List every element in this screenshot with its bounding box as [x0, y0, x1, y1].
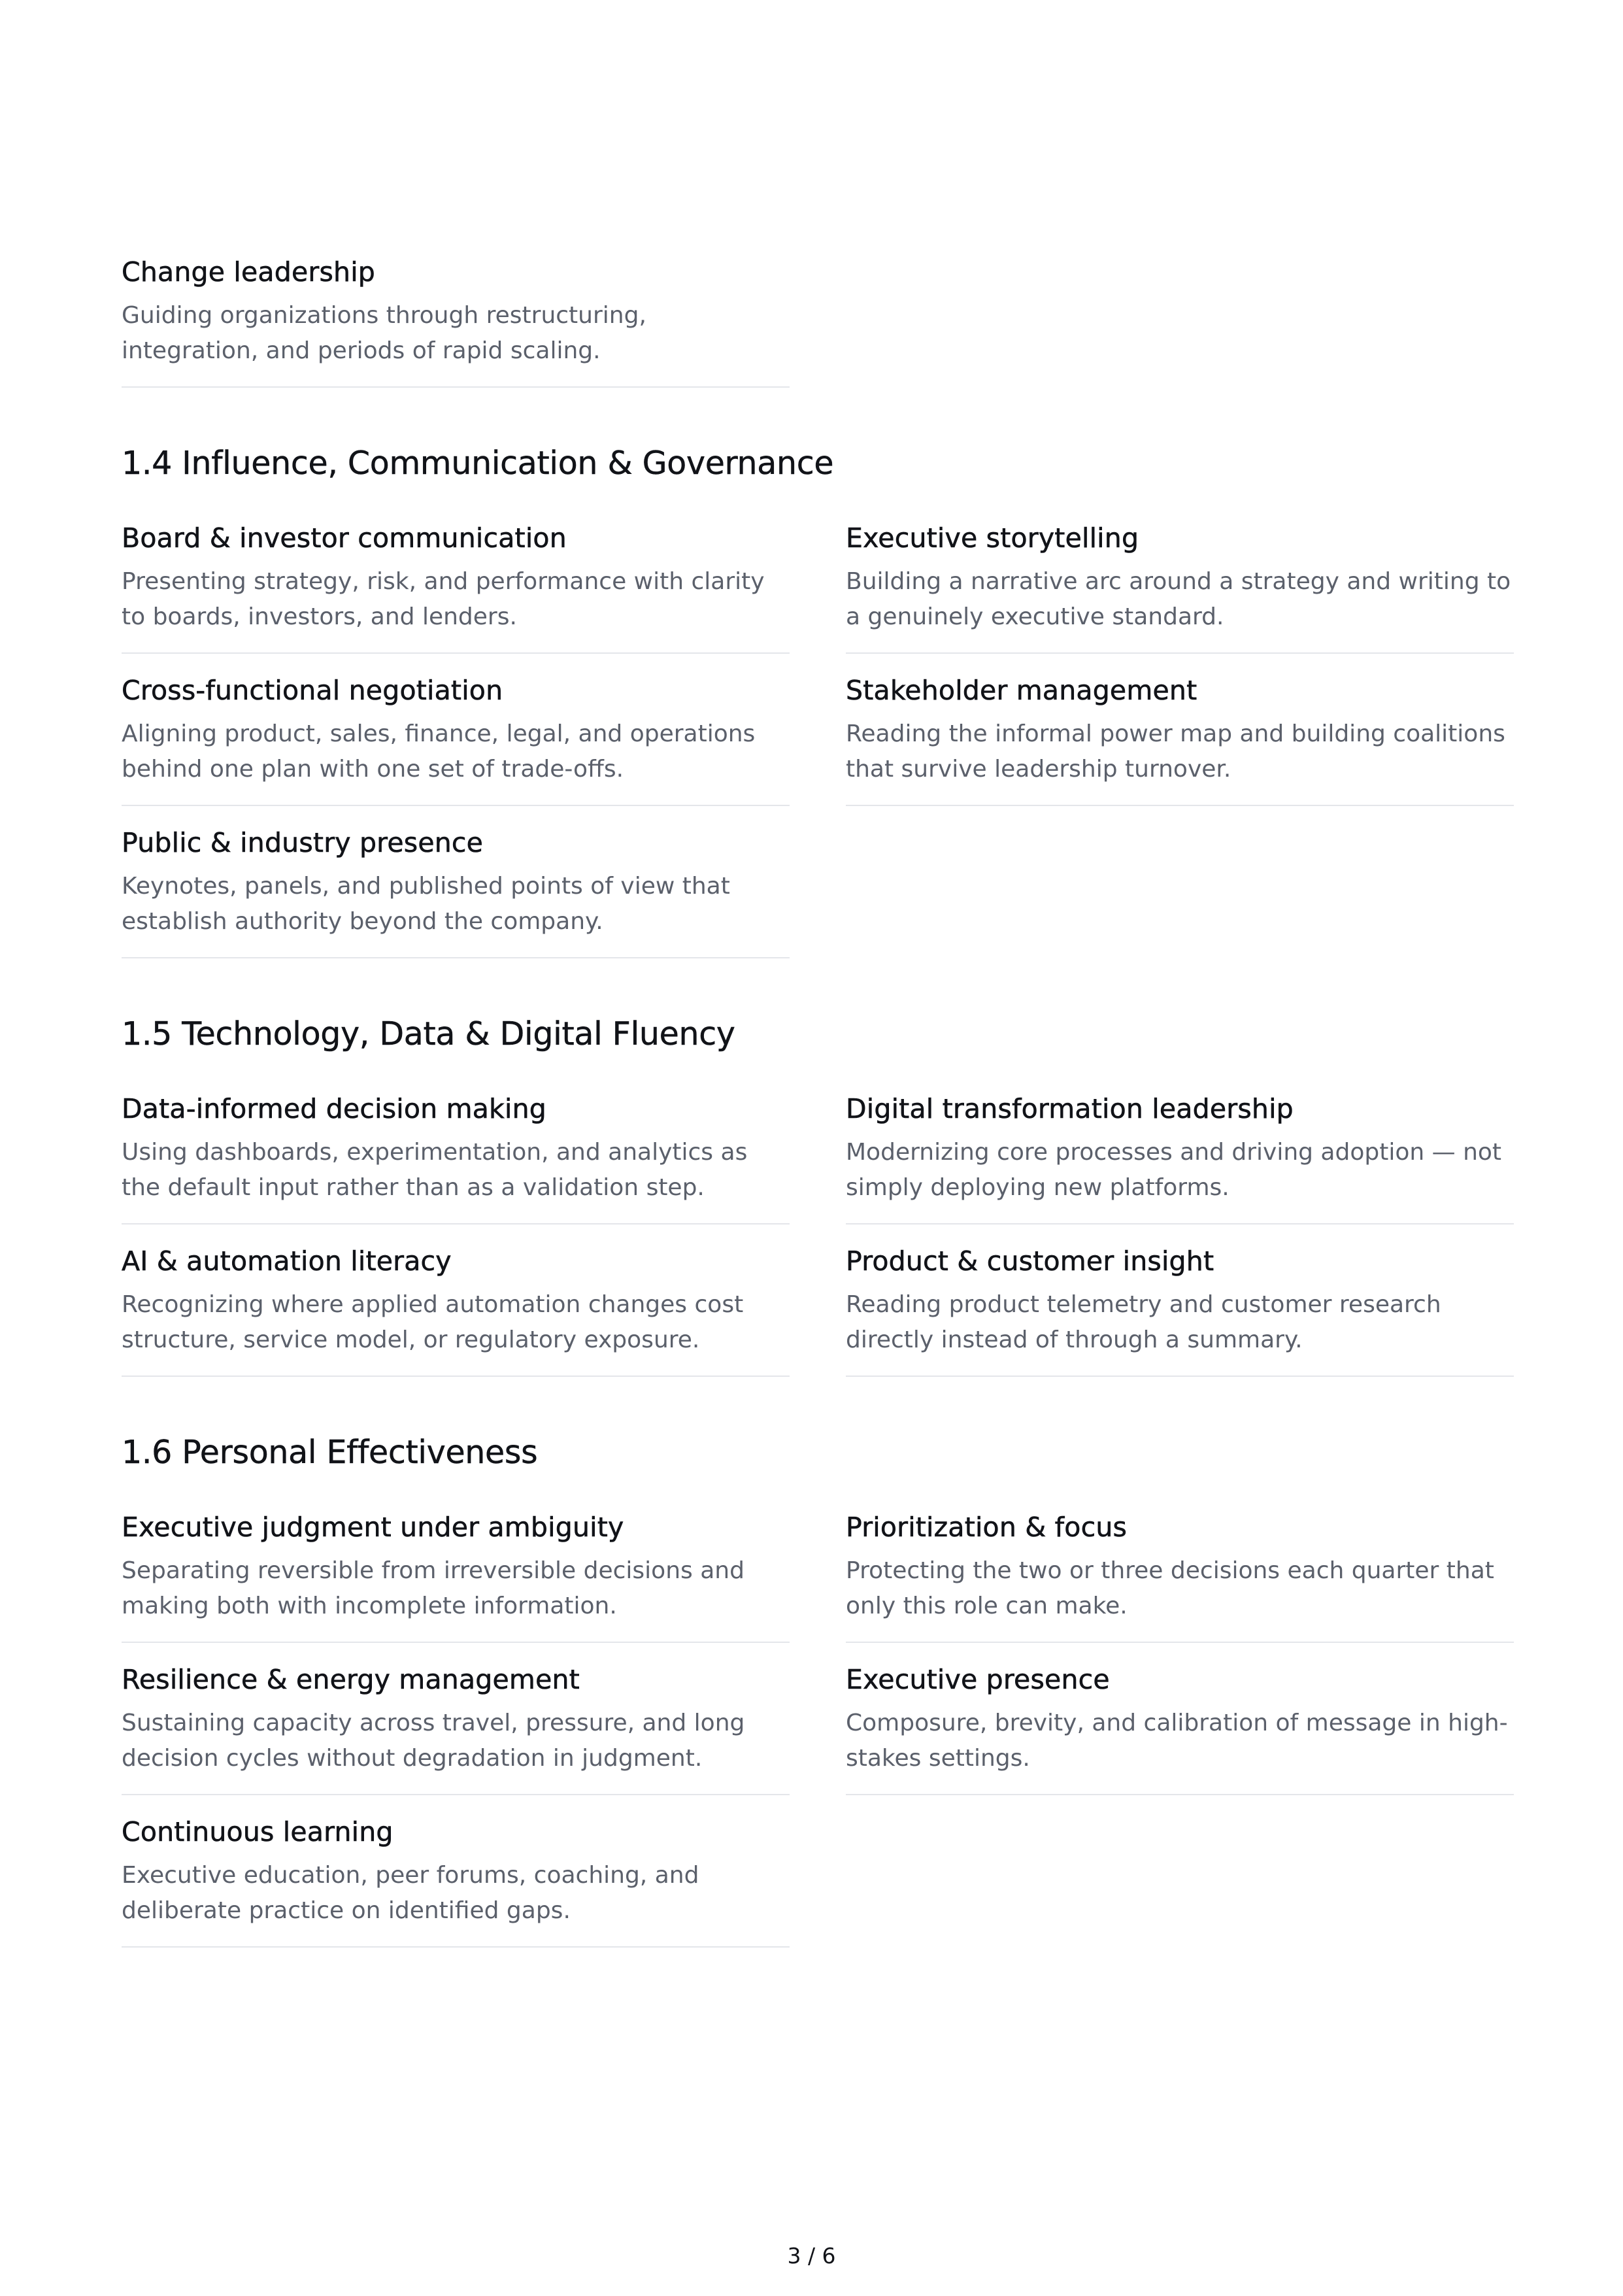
competency-item [122, 1795, 790, 1948]
competency-title: Executive presence [846, 1664, 1110, 1695]
competency-description: Recognizing where applied automation changes cost structure, service model, or regulatory exposure. [122, 1291, 744, 1353]
competency-description: Keynotes, panels, and published points of view that establish authority beyond the company. [122, 873, 730, 935]
competency-description: Building a narrative arc around a strategy and writing to a genuinely executive standard. [846, 568, 1511, 630]
competency-item [846, 501, 1514, 654]
competency-item [122, 654, 790, 806]
competency-item [122, 1072, 790, 1224]
competency-item [122, 1643, 790, 1795]
competency-title: Product & customer insight [846, 1245, 1214, 1277]
competency-item [846, 1072, 1514, 1224]
competency-title: AI & automation literacy [122, 1245, 452, 1277]
competency-description: Modernizing core processes and driving adoption — not simply deploying new platforms. [846, 1139, 1502, 1201]
competency-description: Composure, brevity, and calibration of message in high-stakes settings. [846, 1710, 1508, 1772]
competency-description: Aligning product, sales, finance, legal, and operations behind one plan with one set of trade-offs. [122, 720, 756, 783]
section-heading: 1.5 Technology, Data & Digital Fluency [122, 1015, 735, 1053]
competency-grid [122, 501, 1514, 958]
page-number: 3 / 6 [787, 2243, 836, 2269]
competency-title: Continuous learning [122, 1816, 393, 1848]
competency-grid [122, 1072, 1514, 1377]
competency-title: Change leadership [122, 256, 376, 288]
competency-description: Reading product telemetry and customer research directly instead of through a summary. [846, 1291, 1441, 1353]
section-heading: 1.6 Personal Effectiveness [122, 1434, 538, 1471]
competency-item [122, 806, 790, 958]
competency-item [122, 1224, 790, 1377]
competency-description: Sustaining capacity across travel, pressure, and long decision cycles without degradation in judgment. [122, 1710, 745, 1772]
section-technology-data-digital-fluency [122, 1015, 1514, 1377]
competency-title: Executive storytelling [846, 522, 1139, 554]
competency-description: Reading the informal power map and building coalitions that survive leadership turnover. [846, 720, 1505, 783]
competency-title: Stakeholder management [846, 675, 1197, 706]
competency-item [846, 654, 1514, 806]
competency-item [846, 1224, 1514, 1377]
section-influence-communication-governance [122, 444, 1514, 958]
competency-description: Presenting strategy, risk, and performance with clarity to boards, investors, and lenders. [122, 568, 765, 630]
competency-description: Separating reversible from irreversible decisions and making both with incomplete information. [122, 1557, 745, 1619]
competency-title: Public & industry presence [122, 827, 484, 858]
competency-description: Protecting the two or three decisions each quarter that only this role can make. [846, 1557, 1494, 1619]
competency-title: Resilience & energy management [122, 1664, 580, 1695]
competency-item [846, 1491, 1514, 1643]
competency-title: Executive judgment under ambiguity [122, 1511, 624, 1543]
competency-item [846, 1643, 1514, 1795]
competency-item [122, 1491, 790, 1643]
page-content [122, 235, 1514, 1948]
competency-item [122, 235, 790, 388]
competency-title: Digital transformation leadership [846, 1093, 1294, 1124]
competency-title: Prioritization & focus [846, 1511, 1128, 1543]
competency-description: Guiding organizations through restructuring, integration, and periods of rapid scaling. [122, 302, 646, 364]
competency-title: Cross-functional negotiation [122, 675, 503, 706]
section-personal-effectiveness [122, 1433, 1514, 1948]
competency-description: Using dashboards, experimentation, and analytics as the default input rather than as a validation step. [122, 1139, 748, 1201]
section-heading: 1.4 Influence, Communication & Governance [122, 445, 834, 482]
competency-title: Board & investor communication [122, 522, 567, 554]
top-item-grid [122, 235, 1514, 388]
competency-title: Data-informed decision making [122, 1093, 546, 1124]
competency-description: Executive education, peer forums, coaching, and deliberate practice on identified gaps. [122, 1862, 699, 1924]
competency-grid [122, 1491, 1514, 1948]
competency-item [122, 501, 790, 654]
